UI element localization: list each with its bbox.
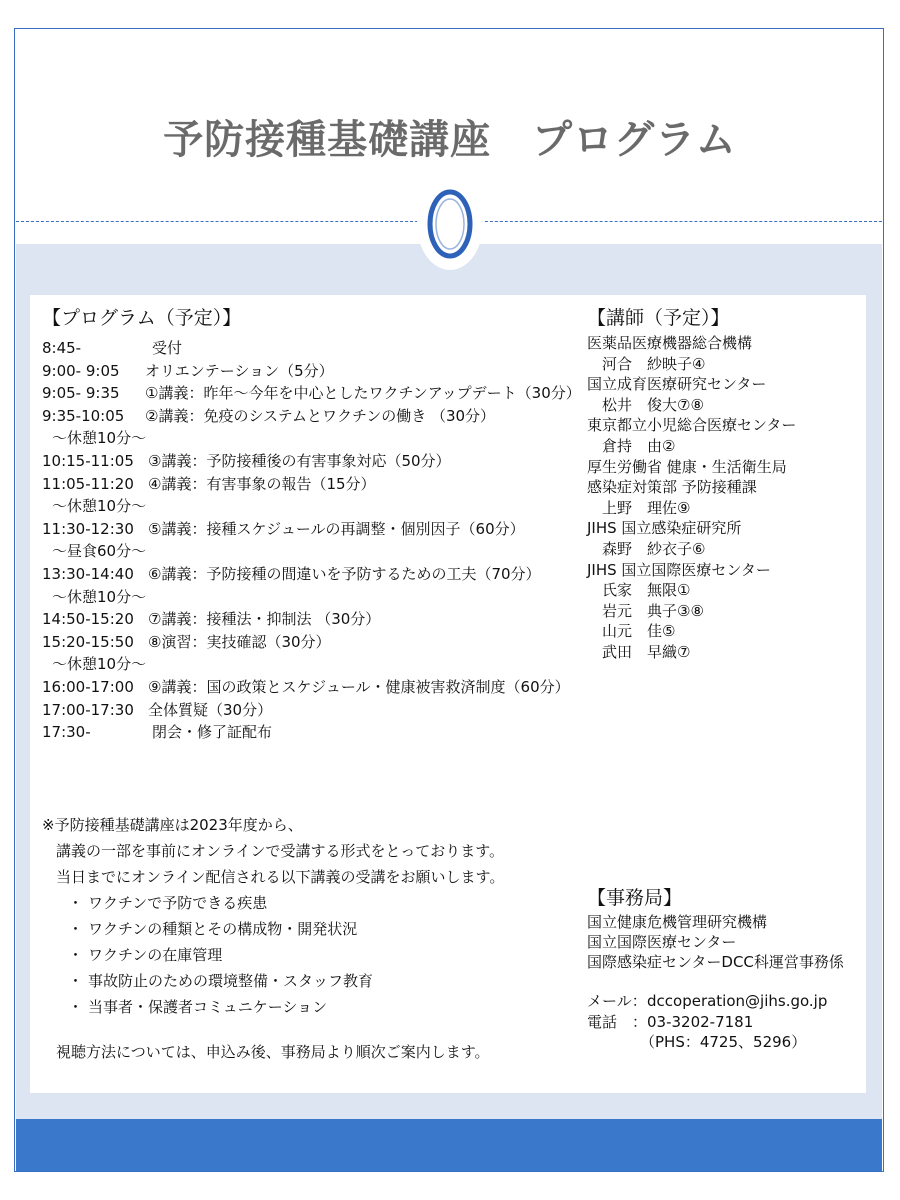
bullet-item: ワクチンの在庫管理 xyxy=(88,946,223,964)
schedule-time: 15:20-15:50 xyxy=(42,633,134,651)
lecturer-line: 山元 佳⑤ xyxy=(587,622,676,641)
office-line: 国立国際医療センター xyxy=(587,933,737,951)
schedule-break: ～休憩10分～ xyxy=(52,655,147,673)
schedule-time: 14:50-15:20 xyxy=(42,610,134,628)
schedule-item: 閉会・修了証配布 xyxy=(152,723,273,741)
lecturer-line: 氏家 無限① xyxy=(587,581,691,600)
bullet-item: ワクチンの種類とその構成物・開発状況 xyxy=(88,920,358,938)
schedule-item: ⑧演習：実技確認（30分） xyxy=(148,633,331,651)
schedule-item: 受付 xyxy=(152,339,183,357)
bullet-dot: ・ xyxy=(68,972,84,990)
lecturer-line: 医薬品医療機器総合機構 xyxy=(587,334,753,352)
lecturer-line: JIHS 国立国際医療センター xyxy=(587,560,771,579)
program-heading: 【プログラム（予定）】 xyxy=(42,307,242,329)
office-line: 国立健康危機管理研究機構 xyxy=(587,913,768,931)
office-line: 国際感染症センターDCC科運営事務係 xyxy=(587,953,844,971)
page-title: 予防接種基礎講座 プログラム xyxy=(163,117,737,163)
bullet-item: ワクチンで予防できる疾患 xyxy=(88,894,268,912)
bullet-dot: ・ xyxy=(68,998,84,1016)
schedule-item: ⑤講義：接種スケジュールの再調整・個別因子（60分） xyxy=(148,520,525,538)
schedule-item: オリエンテーション（5分） xyxy=(145,362,334,380)
lecturer-line: 倉持 由② xyxy=(587,437,676,455)
bullet-dot: ・ xyxy=(68,920,84,938)
note-line-2: 講義の一部を事前にオンラインで受講する形式をとっております。 xyxy=(56,842,505,860)
schedule-time: 13:30-14:40 xyxy=(42,565,134,583)
schedule-item: ⑥講義：予防接種の間違いを予防するための工夫（70分） xyxy=(148,565,541,583)
schedule-time: 16:00-17:00 xyxy=(42,678,134,696)
lecturer-line: 松井 俊大⑦⑧ xyxy=(587,395,704,414)
schedule-time: 17:30- xyxy=(42,723,91,741)
schedule-break: ～昼食60分～ xyxy=(52,542,147,560)
note-footer: 視聴方法については、申込み後、事務局より順次ご案内します。 xyxy=(56,1043,490,1061)
schedule-time: 9:00- 9:05 xyxy=(42,362,120,380)
lecturer-line: 感染症対策部 予防接種課 xyxy=(587,478,757,497)
lecturers-heading: 【講師（予定）】 xyxy=(587,307,730,329)
note-line-3: 当日までにオンライン配信される以下講義の受講をお願いします。 xyxy=(56,868,505,886)
oval-ring-ornament xyxy=(414,175,486,273)
schedule-time: 10:15-11:05 xyxy=(42,452,134,470)
schedule-item: ⑦講義：接種法・抑制法 （30分） xyxy=(148,610,381,628)
lecturer-line: 東京都立小児総合医療センター xyxy=(587,416,797,435)
schedule-time: 11:05-11:20 xyxy=(42,475,134,493)
bullet-dot: ・ xyxy=(68,946,84,964)
schedule-time: 9:05- 9:35 xyxy=(42,384,120,402)
schedule-time: 9:35-10:05 xyxy=(42,407,125,425)
schedule-break: ～休憩10分～ xyxy=(52,588,147,606)
office-heading: 【事務局】 xyxy=(587,887,683,909)
schedule-item: ③講義：予防接種後の有害事象対応（50分） xyxy=(148,452,451,470)
lecturer-line: JIHS 国立感染症研究所 xyxy=(587,519,742,538)
schedule-break: ～休憩10分～ xyxy=(52,429,147,447)
bullet-dot: ・ xyxy=(68,894,84,912)
phone-number: 03-3202-7181 xyxy=(647,1013,754,1031)
schedule-time: 11:30-12:30 xyxy=(42,520,134,538)
schedule-item: ④講義：有害事象の報告（15分） xyxy=(148,475,376,493)
schedule-item: ⑨講義：国の政策とスケジュール・健康被害救済制度（60分） xyxy=(148,678,570,696)
bottom-blue-bar xyxy=(16,1119,882,1171)
bullet-item: 当事者・保護者コミュニケーション xyxy=(88,998,328,1016)
phs-numbers: （PHS：4725、5296） xyxy=(640,1033,807,1051)
lecturer-line: 森野 紗衣子⑥ xyxy=(587,540,706,558)
lecturer-line: 武田 早織⑦ xyxy=(587,643,691,661)
schedule-time: 8:45- xyxy=(42,339,82,357)
phone-label: 電話 ： xyxy=(587,1013,648,1031)
schedule-item: ②講義：免疫のシステムとワクチンの働き （30分） xyxy=(145,407,496,425)
schedule-break: ～休憩10分～ xyxy=(52,497,147,515)
schedule-time: 17:00-17:30 xyxy=(42,701,134,719)
lecturer-line: 国立成育医療研究センター xyxy=(587,375,767,394)
bullet-item: 事故防止のための環境整備・スタッフ教育 xyxy=(88,972,374,990)
schedule-item: 全体質疑（30分） xyxy=(148,701,273,719)
mail-address: dccoperation@jihs.go.jp xyxy=(647,992,828,1010)
lecturer-line: 上野 理佐⑨ xyxy=(587,498,691,517)
lecturer-line: 岩元 典子③⑧ xyxy=(587,601,704,620)
note-line-1: ※予防接種基礎講座は2023年度から、 xyxy=(42,816,303,834)
lecturer-line: 厚生労働省 健康・生活衛生局 xyxy=(587,457,787,476)
lecturer-line: 河合 紗映子④ xyxy=(587,354,706,373)
mail-label: メール： xyxy=(587,992,647,1010)
schedule-item: ①講義：昨年～今年を中心としたワクチンアップデート（30分） xyxy=(145,384,581,402)
